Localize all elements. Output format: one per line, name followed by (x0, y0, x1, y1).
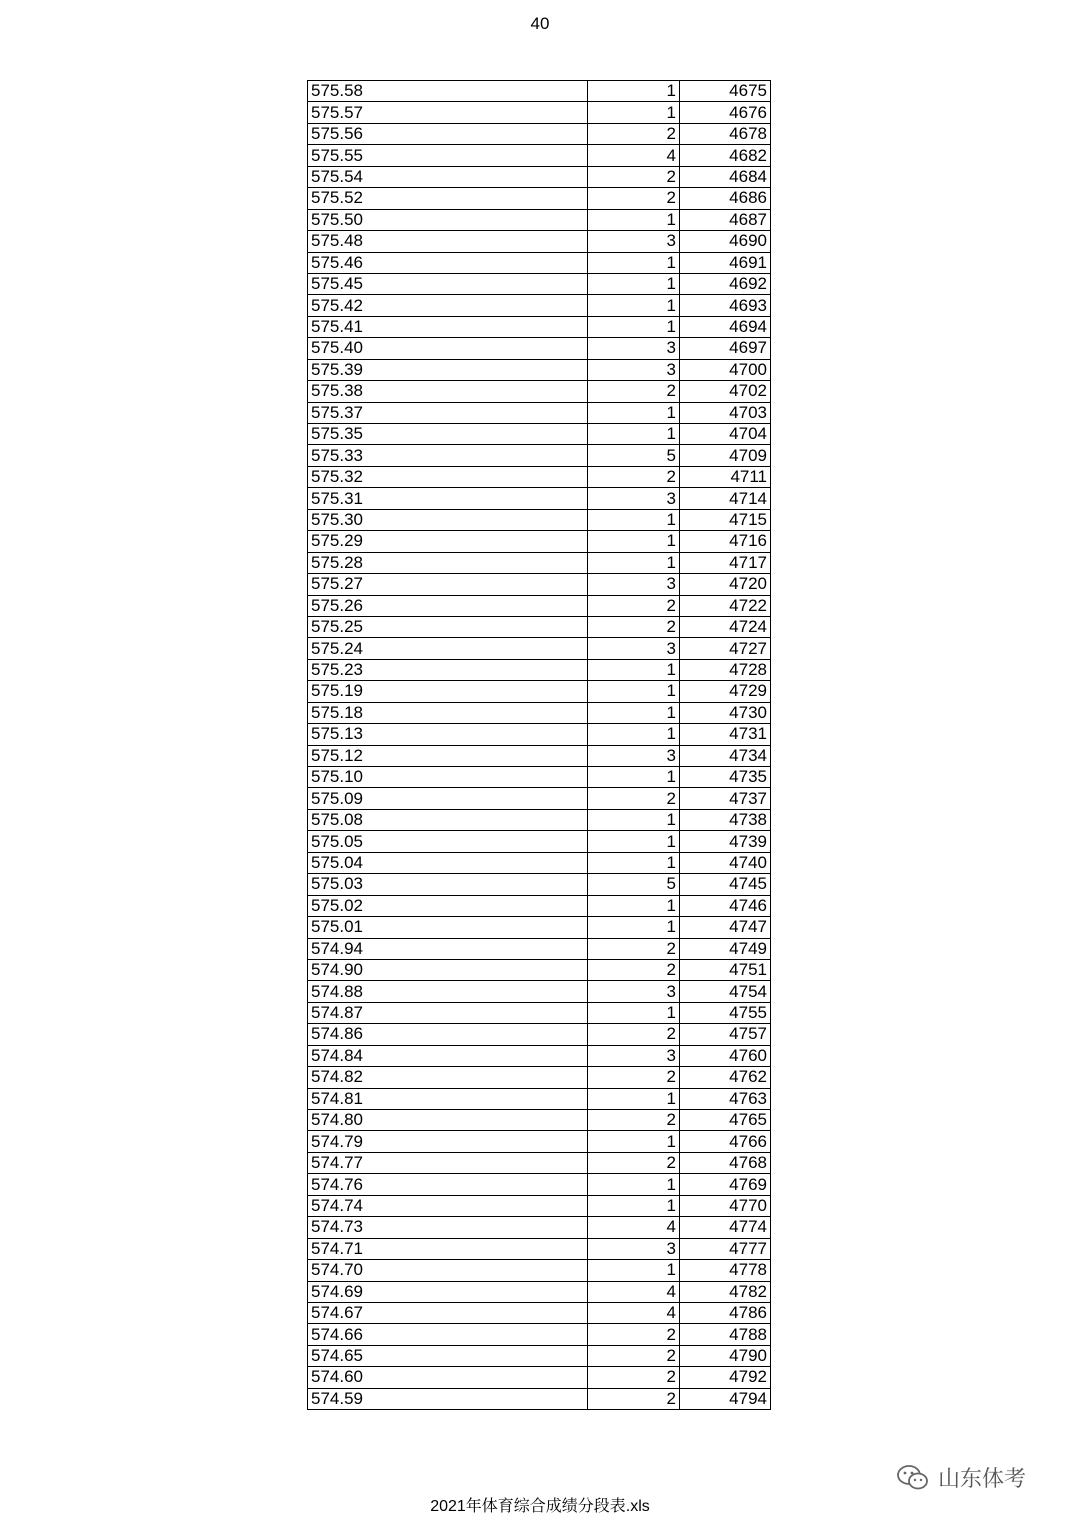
table-row (308, 938, 771, 959)
table-row (308, 166, 771, 187)
cumulative-cell: 4709 (680, 445, 771, 466)
score-cell: 575.19 (308, 681, 588, 702)
count-cell: 1 (588, 681, 680, 702)
score-cell: 575.46 (308, 252, 588, 273)
cumulative-cell: 4788 (680, 1324, 771, 1345)
count-cell: 2 (588, 466, 680, 487)
count-cell: 1 (588, 531, 680, 552)
count-cell: 1 (588, 81, 680, 102)
table-row (308, 424, 771, 445)
table-row (308, 466, 771, 487)
score-cell: 574.73 (308, 1217, 588, 1238)
count-cell: 1 (588, 1260, 680, 1281)
table-row (308, 123, 771, 144)
cumulative-cell: 4762 (680, 1067, 771, 1088)
cumulative-cell: 4755 (680, 1002, 771, 1023)
score-cell: 575.28 (308, 552, 588, 573)
score-cell: 575.56 (308, 123, 588, 144)
score-cell: 574.94 (308, 938, 588, 959)
cumulative-cell: 4760 (680, 1045, 771, 1066)
score-cell: 575.52 (308, 188, 588, 209)
table-row (308, 1024, 771, 1045)
cumulative-cell: 4676 (680, 102, 771, 123)
table-row (308, 1195, 771, 1216)
cumulative-cell: 4693 (680, 295, 771, 316)
score-distribution-table (307, 80, 771, 1410)
cumulative-cell: 4692 (680, 273, 771, 294)
cumulative-cell: 4700 (680, 359, 771, 380)
count-cell: 1 (588, 209, 680, 230)
cumulative-cell: 4727 (680, 638, 771, 659)
score-cell: 574.70 (308, 1260, 588, 1281)
score-cell: 574.86 (308, 1024, 588, 1045)
count-cell: 3 (588, 638, 680, 659)
score-cell: 574.81 (308, 1088, 588, 1109)
table-row (308, 509, 771, 530)
cumulative-cell: 4690 (680, 231, 771, 252)
score-cell: 574.88 (308, 981, 588, 1002)
count-cell: 3 (588, 488, 680, 509)
count-cell: 2 (588, 1152, 680, 1173)
count-cell: 1 (588, 1195, 680, 1216)
count-cell: 1 (588, 552, 680, 573)
cumulative-cell: 4765 (680, 1110, 771, 1131)
cumulative-cell: 4747 (680, 917, 771, 938)
score-cell: 575.50 (308, 209, 588, 230)
count-cell: 1 (588, 1131, 680, 1152)
cumulative-cell: 4738 (680, 809, 771, 830)
count-cell: 1 (588, 831, 680, 852)
cumulative-cell: 4694 (680, 316, 771, 337)
cumulative-cell: 4766 (680, 1131, 771, 1152)
score-cell: 575.23 (308, 659, 588, 680)
table-row (308, 616, 771, 637)
cumulative-cell: 4751 (680, 959, 771, 980)
count-cell: 4 (588, 1281, 680, 1302)
table-row (308, 895, 771, 916)
score-cell: 574.60 (308, 1367, 588, 1388)
cumulative-cell: 4754 (680, 981, 771, 1002)
table-row (308, 145, 771, 166)
score-cell: 574.69 (308, 1281, 588, 1302)
cumulative-cell: 4737 (680, 788, 771, 809)
count-cell: 2 (588, 166, 680, 187)
score-cell: 574.71 (308, 1238, 588, 1259)
cumulative-cell: 4792 (680, 1367, 771, 1388)
score-cell: 575.55 (308, 145, 588, 166)
count-cell: 1 (588, 102, 680, 123)
count-cell: 2 (588, 1110, 680, 1131)
table-row (308, 316, 771, 337)
count-cell: 3 (588, 981, 680, 1002)
score-cell: 574.66 (308, 1324, 588, 1345)
count-cell: 1 (588, 1174, 680, 1195)
count-cell: 2 (588, 616, 680, 637)
table-row (308, 1110, 771, 1131)
cumulative-cell: 4746 (680, 895, 771, 916)
table-row (308, 81, 771, 102)
table-row (308, 1002, 771, 1023)
table-row (308, 359, 771, 380)
table-row (308, 809, 771, 830)
table-row (308, 981, 771, 1002)
table-row (308, 1388, 771, 1409)
cumulative-cell: 4702 (680, 381, 771, 402)
page-number: 40 (530, 14, 550, 33)
score-cell: 575.35 (308, 424, 588, 445)
table-row (308, 767, 771, 788)
count-cell: 1 (588, 917, 680, 938)
count-cell: 2 (588, 595, 680, 616)
cumulative-cell: 4728 (680, 659, 771, 680)
count-cell: 1 (588, 316, 680, 337)
score-cell: 575.25 (308, 616, 588, 637)
cumulative-cell: 4735 (680, 767, 771, 788)
table-row (308, 702, 771, 723)
table-row (308, 1152, 771, 1173)
count-cell: 1 (588, 424, 680, 445)
score-cell: 575.32 (308, 466, 588, 487)
score-cell: 574.65 (308, 1345, 588, 1366)
score-cell: 575.02 (308, 895, 588, 916)
count-cell: 4 (588, 1302, 680, 1323)
count-cell: 2 (588, 1324, 680, 1345)
score-cell: 574.80 (308, 1110, 588, 1131)
cumulative-cell: 4715 (680, 509, 771, 530)
count-cell: 4 (588, 1217, 680, 1238)
score-cell: 575.37 (308, 402, 588, 423)
cumulative-cell: 4684 (680, 166, 771, 187)
score-cell: 575.08 (308, 809, 588, 830)
score-cell: 574.79 (308, 1131, 588, 1152)
footer-filename: 2021年体育综合成绩分段表.xls (430, 1498, 650, 1515)
cumulative-cell: 4734 (680, 745, 771, 766)
table-row (308, 1302, 771, 1323)
cumulative-cell: 4745 (680, 874, 771, 895)
table-row (308, 402, 771, 423)
cumulative-cell: 4682 (680, 145, 771, 166)
count-cell: 1 (588, 273, 680, 294)
cumulative-cell: 4782 (680, 1281, 771, 1302)
count-cell: 2 (588, 959, 680, 980)
count-cell: 2 (588, 788, 680, 809)
count-cell: 2 (588, 1345, 680, 1366)
cumulative-cell: 4691 (680, 252, 771, 273)
score-cell: 575.26 (308, 595, 588, 616)
score-cell: 575.18 (308, 702, 588, 723)
cumulative-cell: 4777 (680, 1238, 771, 1259)
table-row (308, 659, 771, 680)
count-cell: 3 (588, 231, 680, 252)
score-cell: 575.45 (308, 273, 588, 294)
count-cell: 3 (588, 359, 680, 380)
score-cell: 574.90 (308, 959, 588, 980)
table-row (308, 852, 771, 873)
score-cell: 575.38 (308, 381, 588, 402)
cumulative-cell: 4730 (680, 702, 771, 723)
table-row (308, 831, 771, 852)
table-row (308, 1281, 771, 1302)
table-row (308, 1345, 771, 1366)
cumulative-cell: 4716 (680, 531, 771, 552)
table-row (308, 1324, 771, 1345)
cumulative-cell: 4774 (680, 1217, 771, 1238)
count-cell: 5 (588, 874, 680, 895)
cumulative-cell: 4739 (680, 831, 771, 852)
score-cell: 575.29 (308, 531, 588, 552)
score-cell: 575.27 (308, 574, 588, 595)
cumulative-cell: 4717 (680, 552, 771, 573)
count-cell: 1 (588, 295, 680, 316)
cumulative-cell: 4687 (680, 209, 771, 230)
count-cell: 3 (588, 574, 680, 595)
score-cell: 575.58 (308, 81, 588, 102)
watermark-text: 山东体考 (938, 1466, 1027, 1491)
table-row (308, 102, 771, 123)
table-row (308, 488, 771, 509)
cumulative-cell: 4778 (680, 1260, 771, 1281)
score-cell: 574.76 (308, 1174, 588, 1195)
score-cell: 575.05 (308, 831, 588, 852)
count-cell: 3 (588, 1045, 680, 1066)
table-row (308, 745, 771, 766)
count-cell: 1 (588, 895, 680, 916)
score-cell: 575.42 (308, 295, 588, 316)
score-cell: 574.84 (308, 1045, 588, 1066)
table-row (308, 338, 771, 359)
score-cell: 574.87 (308, 1002, 588, 1023)
cumulative-cell: 4711 (680, 466, 771, 487)
cumulative-cell: 4763 (680, 1088, 771, 1109)
cumulative-cell: 4697 (680, 338, 771, 359)
count-cell: 3 (588, 1238, 680, 1259)
count-cell: 1 (588, 724, 680, 745)
cumulative-cell: 4757 (680, 1024, 771, 1045)
table-row (308, 788, 771, 809)
score-cell: 575.09 (308, 788, 588, 809)
cumulative-cell: 4768 (680, 1152, 771, 1173)
count-cell: 3 (588, 745, 680, 766)
count-cell: 1 (588, 1088, 680, 1109)
score-cell: 574.74 (308, 1195, 588, 1216)
table-body (308, 81, 771, 1410)
count-cell: 5 (588, 445, 680, 466)
score-cell: 574.59 (308, 1388, 588, 1409)
count-cell: 2 (588, 123, 680, 144)
score-cell: 575.10 (308, 767, 588, 788)
count-cell: 1 (588, 852, 680, 873)
cumulative-cell: 4740 (680, 852, 771, 873)
table-row (308, 381, 771, 402)
count-cell: 2 (588, 381, 680, 402)
score-cell: 575.24 (308, 638, 588, 659)
score-cell: 574.82 (308, 1067, 588, 1088)
table-row (308, 531, 771, 552)
table-row (308, 574, 771, 595)
cumulative-cell: 4714 (680, 488, 771, 509)
cumulative-cell: 4749 (680, 938, 771, 959)
count-cell: 1 (588, 767, 680, 788)
table-row (308, 273, 771, 294)
count-cell: 1 (588, 252, 680, 273)
count-cell: 1 (588, 659, 680, 680)
cumulative-cell: 4724 (680, 616, 771, 637)
table-row (308, 1131, 771, 1152)
count-cell: 1 (588, 402, 680, 423)
cumulative-cell: 4729 (680, 681, 771, 702)
count-cell: 1 (588, 809, 680, 830)
score-cell: 575.48 (308, 231, 588, 252)
score-cell: 575.01 (308, 917, 588, 938)
score-cell: 575.54 (308, 166, 588, 187)
score-cell: 575.31 (308, 488, 588, 509)
count-cell: 2 (588, 938, 680, 959)
cumulative-cell: 4769 (680, 1174, 771, 1195)
count-cell: 2 (588, 1367, 680, 1388)
table-row (308, 1238, 771, 1259)
score-cell: 574.67 (308, 1302, 588, 1323)
score-cell: 575.40 (308, 338, 588, 359)
cumulative-cell: 4731 (680, 724, 771, 745)
table-row (308, 595, 771, 616)
count-cell: 2 (588, 1388, 680, 1409)
cumulative-cell: 4790 (680, 1345, 771, 1366)
table-row (308, 638, 771, 659)
score-cell: 575.04 (308, 852, 588, 873)
table-row (308, 1367, 771, 1388)
table-row (308, 209, 771, 230)
table-row (308, 681, 771, 702)
cumulative-cell: 4722 (680, 595, 771, 616)
cumulative-cell: 4703 (680, 402, 771, 423)
score-cell: 574.77 (308, 1152, 588, 1173)
score-cell: 575.33 (308, 445, 588, 466)
cumulative-cell: 4720 (680, 574, 771, 595)
table-row (308, 1174, 771, 1195)
table-row (308, 1088, 771, 1109)
score-cell: 575.41 (308, 316, 588, 337)
table-row (308, 1045, 771, 1066)
table-row (308, 188, 771, 209)
table-row (308, 445, 771, 466)
cumulative-cell: 4794 (680, 1388, 771, 1409)
table-row (308, 552, 771, 573)
score-cell: 575.03 (308, 874, 588, 895)
cumulative-cell: 4675 (680, 81, 771, 102)
count-cell: 1 (588, 1002, 680, 1023)
table-row (308, 1067, 771, 1088)
table-row (308, 874, 771, 895)
count-cell: 4 (588, 145, 680, 166)
count-cell: 3 (588, 338, 680, 359)
cumulative-cell: 4770 (680, 1195, 771, 1216)
cumulative-cell: 4678 (680, 123, 771, 144)
count-cell: 1 (588, 702, 680, 723)
table-row (308, 1217, 771, 1238)
table-row (308, 724, 771, 745)
cumulative-cell: 4786 (680, 1302, 771, 1323)
count-cell: 2 (588, 1067, 680, 1088)
cumulative-cell: 4704 (680, 424, 771, 445)
table-row (308, 959, 771, 980)
count-cell: 2 (588, 188, 680, 209)
table-row (308, 295, 771, 316)
score-cell: 575.13 (308, 724, 588, 745)
score-cell: 575.39 (308, 359, 588, 380)
count-cell: 2 (588, 1024, 680, 1045)
score-cell: 575.12 (308, 745, 588, 766)
table-row (308, 231, 771, 252)
table-row (308, 252, 771, 273)
watermark (896, 1462, 1026, 1493)
table-row (308, 1260, 771, 1281)
score-cell: 575.57 (308, 102, 588, 123)
score-cell: 575.30 (308, 509, 588, 530)
table-row (308, 917, 771, 938)
count-cell: 1 (588, 509, 680, 530)
cumulative-cell: 4686 (680, 188, 771, 209)
wechat-icon (896, 1463, 930, 1493)
